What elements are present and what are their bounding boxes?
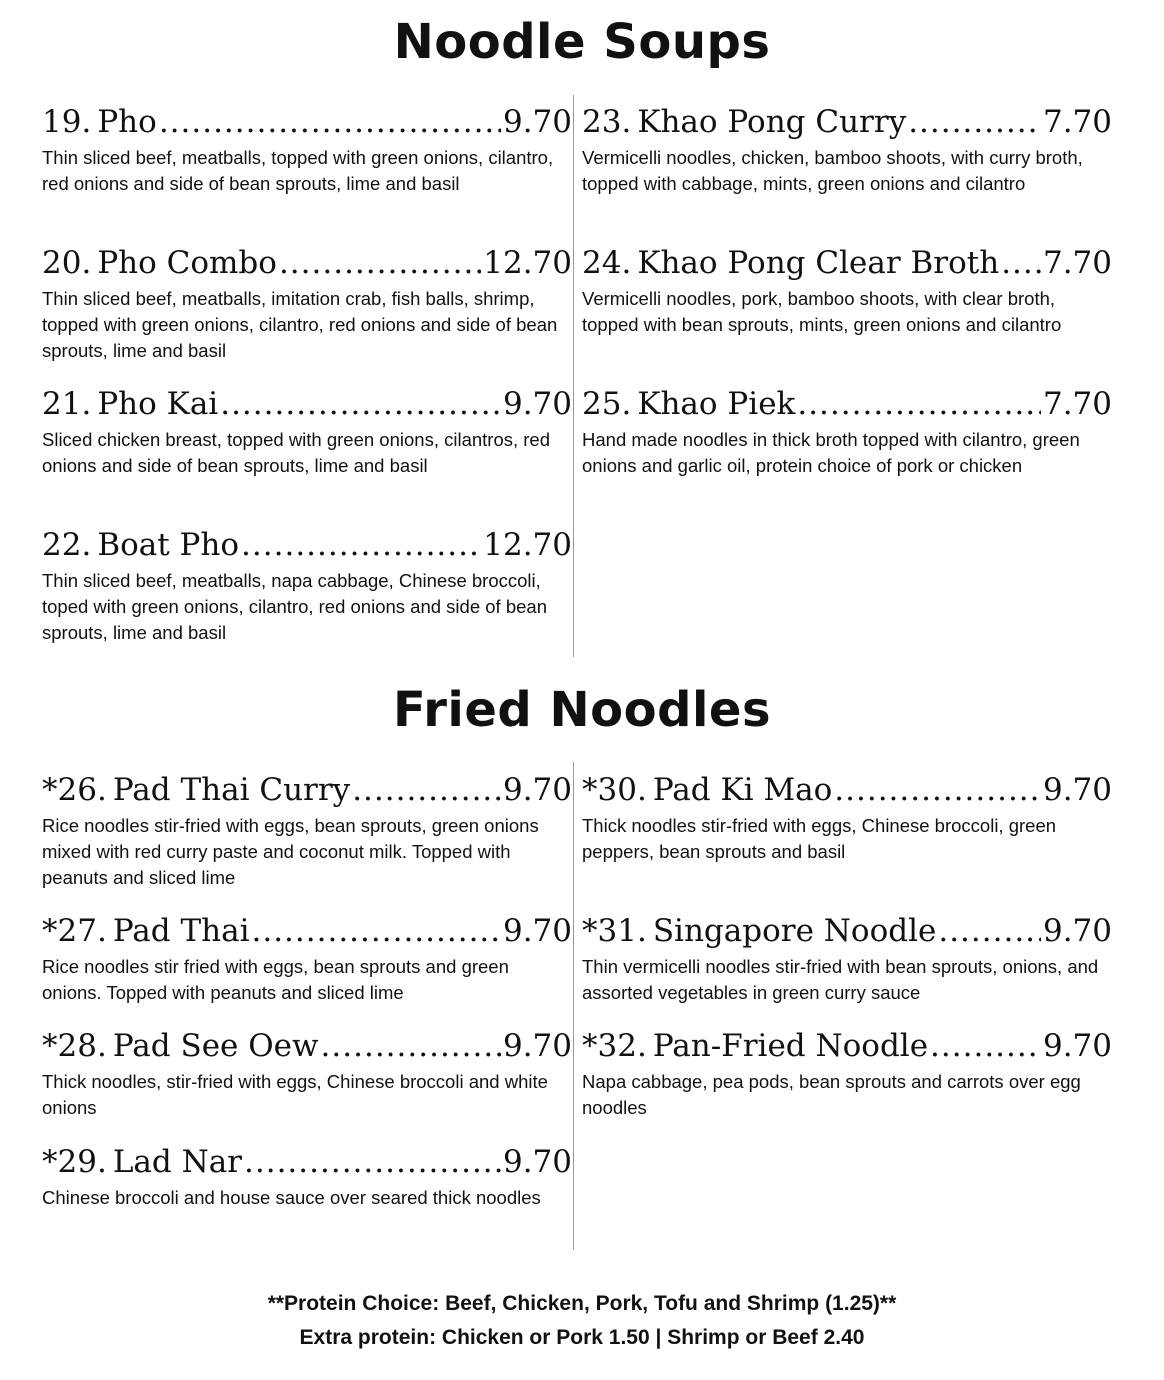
item-number: *26. [42, 772, 107, 808]
item-description: Sliced chicken breast, topped with green onions, cilantros, red onions and side of bean sprouts, lime and basil [42, 429, 551, 476]
item-description: Thick noodles stir-fried with eggs, Chinese broccoli, green peppers, bean sprouts and basil [582, 815, 1057, 862]
dot-leader [159, 103, 501, 141]
item-name: Pho Kai [97, 386, 219, 422]
item-number: *28. [42, 1028, 107, 1064]
item-name: Boat Pho [97, 527, 240, 563]
item-description: Thin vermicelli noodles stir-fried with bean sprouts, onions, and assorted vegetables in green curry sauce [582, 956, 1099, 1003]
item-price: 9.70 [502, 913, 572, 949]
item-description: Thin sliced beef, meatballs, napa cabbage, Chinese broccoli, toped with green onions, cilantro, red onions and side of bean sprouts, lime and basil [42, 570, 547, 643]
menu-item-pad-see-oew [42, 1027, 572, 1121]
item-number: 20. [42, 245, 92, 281]
menu-item-khao-pong-curry [582, 103, 1112, 197]
dot-leader [241, 526, 481, 564]
item-name: Pad Ki Mao [652, 772, 833, 808]
item-name: Pan-Fried Noodle [652, 1028, 929, 1064]
item-description: Chinese broccoli and house sauce over seared thick noodles [42, 1187, 541, 1208]
menu-item-header [42, 1143, 572, 1181]
item-number: *30. [582, 772, 647, 808]
item-name: Pad Thai [112, 913, 250, 949]
item-number: *29. [42, 1144, 107, 1180]
dot-leader [1001, 244, 1041, 282]
dot-leader [834, 771, 1041, 809]
dot-leader [908, 103, 1041, 141]
menu-item-pan-fried-noodle [582, 1027, 1112, 1121]
item-description: Rice noodles stir fried with eggs, bean sprouts and green onions. Topped with peanuts and sliced lime [42, 956, 509, 1003]
menu-item-header [582, 244, 1112, 282]
item-name: Pad See Oew [112, 1028, 319, 1064]
dot-leader [321, 1027, 501, 1065]
dot-leader [252, 912, 501, 950]
item-description: Vermicelli noodles, pork, bamboo shoots, with clear broth, topped with bean sprouts, mints, green onions and cilantro [582, 288, 1062, 335]
item-price: 7.70 [1042, 386, 1112, 422]
menu-item-boat-pho [42, 526, 572, 646]
item-description: Thin sliced beef, meatballs, imitation crab, fish balls, shrimp, topped with green onions, cilantro, red onions and side of bean sprouts, lime and basil [42, 288, 558, 361]
menu-item-header [582, 385, 1112, 423]
protein-choice-note: **Protein Choice: Beef, Chicken, Pork, Tofu and Shrimp (1.25)** [267, 1292, 897, 1315]
menu-item-header [42, 385, 572, 423]
menu-item-khao-piek [582, 385, 1112, 479]
menu-item-pho [42, 103, 572, 197]
dot-leader [220, 385, 501, 423]
item-description: Napa cabbage, pea pods, bean sprouts and carrots over egg noodles [582, 1071, 1081, 1118]
menu-item-pad-thai [42, 912, 572, 1006]
item-number: *27. [42, 913, 107, 949]
menu-item-header [582, 771, 1112, 809]
item-name: Khao Pong Clear Broth [637, 245, 1000, 281]
item-number: 23. [582, 104, 632, 140]
item-description: Rice noodles stir-fried with eggs, bean sprouts, green onions mixed with red curry paste and coconut milk. Topped with peanuts and sliced lime [42, 815, 539, 888]
column-divider [573, 95, 574, 657]
item-price: 7.70 [1042, 245, 1112, 281]
dot-leader [930, 1027, 1041, 1065]
item-price: 9.70 [1042, 772, 1112, 808]
menu-item-header [42, 912, 572, 950]
item-price: 12.70 [483, 245, 572, 281]
menu-item-pad-ki-mao [582, 771, 1112, 865]
menu-item-header [42, 244, 572, 282]
item-number: 24. [582, 245, 632, 281]
item-number: 22. [42, 527, 92, 563]
item-number: *32. [582, 1028, 647, 1064]
item-number: 25. [582, 386, 632, 422]
item-name: Pho Combo [97, 245, 277, 281]
menu-item-header [42, 771, 572, 809]
menu-item-header [582, 103, 1112, 141]
item-price: 9.70 [502, 386, 572, 422]
item-name: Khao Piek [637, 386, 796, 422]
item-price: 9.70 [502, 104, 572, 140]
menu-item-pho-kai [42, 385, 572, 479]
menu-item-khao-pong-clear-broth [582, 244, 1112, 338]
menu-item-header [42, 103, 572, 141]
item-price: 9.70 [1042, 1028, 1112, 1064]
extra-protein-note: Extra protein: Chicken or Pork 1.50 | Shrimp or Beef 2.40 [299, 1326, 865, 1349]
section-title-noodle-soups: Noodle Soups [393, 14, 771, 70]
menu-item-pad-thai-curry [42, 771, 572, 891]
item-description: Thick noodles, stir-fried with eggs, Chinese broccoli and white onions [42, 1071, 548, 1118]
item-number: *31. [582, 913, 647, 949]
item-name: Singapore Noodle [652, 913, 937, 949]
item-price: 9.70 [502, 772, 572, 808]
menu-item-header [42, 526, 572, 564]
menu-item-header [42, 1027, 572, 1065]
item-description: Hand made noodles in thick broth topped with cilantro, green onions and garlic oil, protein choice of pork or chicken [582, 429, 1080, 476]
item-description: Vermicelli noodles, chicken, bamboo shoots, with curry broth, topped with cabbage, mints, green onions and cilantro [582, 147, 1083, 194]
menu-item-singapore-noodle [582, 912, 1112, 1006]
menu-item-header [582, 912, 1112, 950]
item-name: Pad Thai Curry [112, 772, 351, 808]
item-name: Lad Nar [112, 1144, 243, 1180]
dot-leader [352, 771, 501, 809]
menu-item-header [582, 1027, 1112, 1065]
dot-leader [797, 385, 1041, 423]
item-price: 9.70 [502, 1028, 572, 1064]
item-number: 21. [42, 386, 92, 422]
item-price: 9.70 [502, 1144, 572, 1180]
menu-item-pho-combo [42, 244, 572, 364]
dot-leader [938, 912, 1041, 950]
item-price: 7.70 [1042, 104, 1112, 140]
dot-leader [244, 1143, 501, 1181]
item-name: Khao Pong Curry [637, 104, 907, 140]
item-price: 12.70 [483, 527, 572, 563]
dot-leader [279, 244, 481, 282]
item-price: 9.70 [1042, 913, 1112, 949]
item-number: 19. [42, 104, 92, 140]
column-divider [573, 762, 574, 1250]
section-title-fried-noodles: Fried Noodles [392, 682, 772, 738]
menu-item-lad-nar [42, 1143, 572, 1211]
item-name: Pho [97, 104, 157, 140]
item-description: Thin sliced beef, meatballs, topped with green onions, cilantro, red onions and side of bean sprouts, lime and basil [42, 147, 554, 194]
